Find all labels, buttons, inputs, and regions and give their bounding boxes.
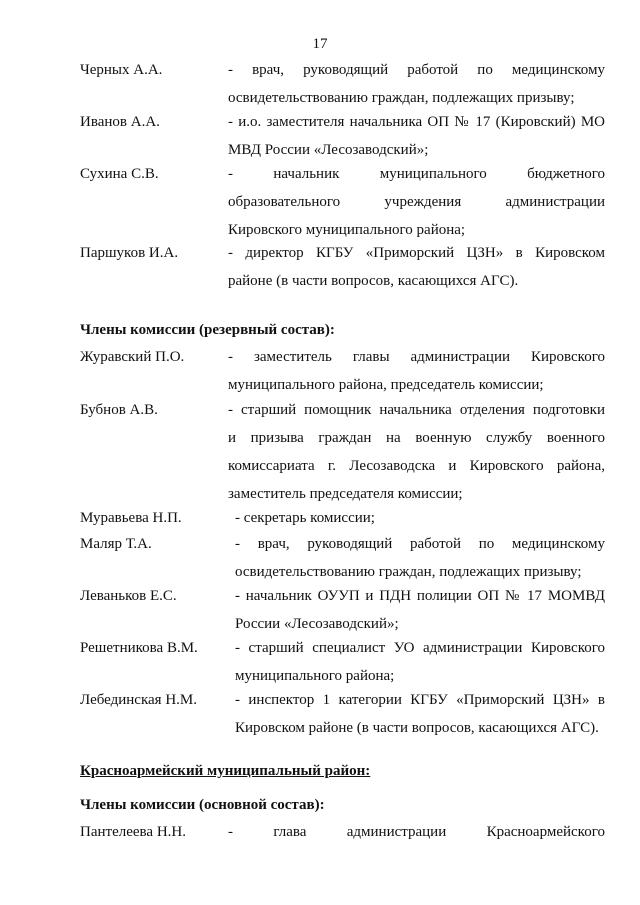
role-line: Кировского муниципального района; bbox=[228, 222, 466, 238]
role-line: и призыва граждан на военную службу военного bbox=[228, 430, 605, 446]
role-line: - старший специалист УО администрации Кировского bbox=[235, 640, 605, 656]
member-role bbox=[228, 243, 605, 299]
member-name: Лебединская Н.М. bbox=[80, 692, 198, 708]
member-name: Пантелеева Н.Н. bbox=[80, 824, 186, 840]
role-line: России «Лесозаводский»; bbox=[235, 616, 399, 632]
member-entry bbox=[80, 243, 605, 299]
member-entry bbox=[80, 508, 605, 536]
role-line: заместитель председателя комиссии; bbox=[228, 486, 463, 502]
member-name: Леваньков Е.С. bbox=[80, 588, 177, 604]
member-role bbox=[235, 508, 605, 536]
role-line: - начальник ОУУП и ПДН полиции ОП № 17 МОМВД bbox=[235, 588, 605, 604]
member-name: Иванов А.А. bbox=[80, 114, 160, 130]
role-line: - врач, руководящий работой по медицинскому bbox=[228, 62, 605, 78]
member-entry bbox=[80, 400, 605, 512]
role-line: образовательного учреждения администрации bbox=[228, 194, 605, 210]
section-heading-district: Красноармейский муниципальный район: bbox=[80, 763, 371, 779]
member-role bbox=[228, 822, 605, 850]
role-line: МВД России «Лесозаводский»; bbox=[228, 142, 429, 158]
role-line: - директор КГБУ «Приморский ЦЗН» в Кировском bbox=[228, 245, 605, 261]
member-role bbox=[228, 164, 605, 248]
role-line: Кировском районе (в части вопросов, касающихся АГС). bbox=[235, 720, 599, 736]
member-role bbox=[235, 534, 605, 590]
member-name: Сухина С.В. bbox=[80, 166, 159, 182]
page-number: 17 bbox=[312, 36, 328, 52]
role-line: - и.о. заместителя начальника ОП № 17 (Кировский) МО bbox=[228, 114, 605, 130]
member-entry bbox=[80, 534, 605, 590]
role-line: - начальник муниципального бюджетного bbox=[228, 166, 605, 182]
role-line: муниципального района; bbox=[235, 668, 395, 684]
role-line: - врач, руководящий работой по медицинскому bbox=[235, 536, 605, 552]
role-line: - инспектор 1 категории КГБУ «Приморский ЦЗН» в bbox=[235, 692, 605, 708]
member-name: Паршуков И.А. bbox=[80, 245, 179, 261]
member-name: Решетникова В.М. bbox=[80, 640, 198, 656]
member-role bbox=[235, 690, 605, 746]
role-line: районе (в части вопросов, касающихся АГС). bbox=[228, 273, 519, 289]
member-name: Маляр Т.А. bbox=[80, 536, 152, 552]
member-entry bbox=[80, 822, 605, 850]
member-entry bbox=[80, 347, 605, 403]
section-heading-reserve: Члены комиссии (резервный состав): bbox=[80, 322, 335, 338]
role-line: - старший помощник начальника отделения подготовки bbox=[228, 402, 605, 418]
member-entry bbox=[80, 164, 605, 248]
role-line: - заместитель главы администрации Кировского bbox=[228, 349, 605, 365]
member-name: Черных А.А. bbox=[80, 62, 163, 78]
member-entry bbox=[80, 638, 605, 694]
member-role bbox=[235, 638, 605, 694]
member-entry bbox=[80, 60, 605, 116]
section-heading-main: Члены комиссии (основной состав): bbox=[80, 797, 325, 813]
member-name: Муравьева Н.П. bbox=[80, 510, 182, 526]
member-role bbox=[228, 112, 605, 168]
member-entry bbox=[80, 690, 605, 746]
member-name: Журавский П.О. bbox=[80, 349, 185, 365]
member-entry bbox=[80, 112, 605, 168]
role-line: комиссариата г. Лесозаводска и Кировского района, bbox=[228, 458, 605, 474]
member-role bbox=[228, 400, 605, 512]
member-role bbox=[228, 347, 605, 403]
member-role bbox=[228, 60, 605, 116]
member-role bbox=[235, 586, 605, 642]
role-line: освидетельствованию граждан, подлежащих призыву; bbox=[228, 90, 575, 106]
role-line: муниципального района, председатель комиссии; bbox=[228, 377, 544, 393]
role-line: - глава администрации Красноармейского bbox=[228, 824, 605, 840]
member-entry bbox=[80, 586, 605, 642]
role-line: - секретарь комиссии; bbox=[235, 510, 375, 526]
role-line: освидетельствованию граждан, подлежащих призыву; bbox=[235, 564, 582, 580]
member-name: Бубнов А.В. bbox=[80, 402, 158, 418]
